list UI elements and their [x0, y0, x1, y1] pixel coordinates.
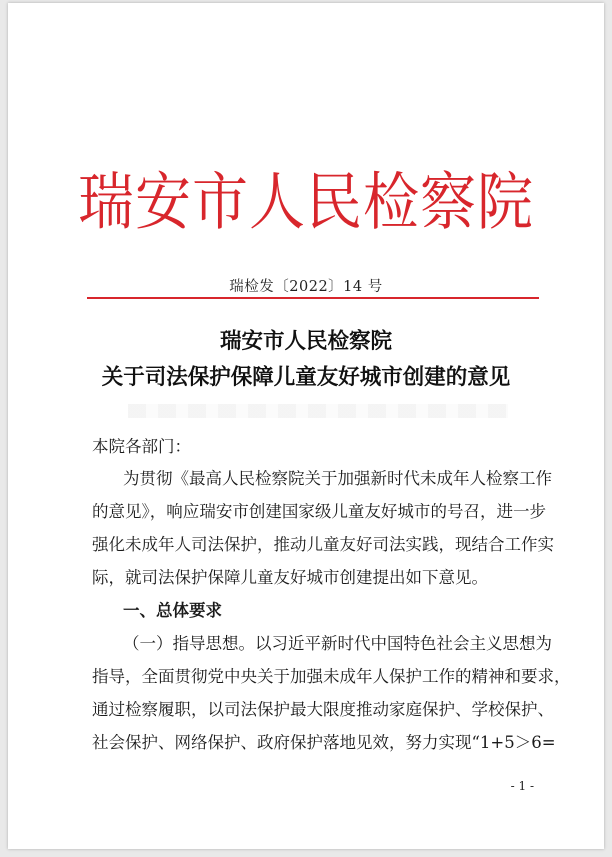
page-number: - 1 -	[510, 779, 534, 793]
document-number: 瑞检发〔2022〕14 号	[229, 279, 383, 295]
body-line: （一）指导思想。以习近平新时代中国特色社会主义思想为	[123, 634, 552, 653]
body-line: 通过检察履职，以司法保护最大限度推动家庭保护、学校保护、	[92, 700, 554, 719]
body-line: 社会保护、网络保护、政府保护落地见效，努力实现“1+5＞6=	[92, 733, 556, 752]
body-line: 为贯彻《最高人民检察院关于加强新时代未成年人检察工作	[123, 469, 552, 488]
body-line: 的意见》，响应瑞安市创建国家级儿童友好城市的号召，进一步	[92, 502, 546, 521]
scan-bleed-through	[128, 404, 508, 418]
body-line: 强化未成年人司法保护，推动儿童友好司法实践，现结合工作实	[92, 535, 554, 554]
red-divider-line	[87, 297, 539, 299]
document-title-line-2: 关于司法保护保障儿童友好城市创建的意见	[101, 365, 511, 390]
document-title-line-1: 瑞安市人民检察院	[219, 329, 392, 354]
salutation: 本院各部门：	[92, 437, 191, 456]
issuing-organization-header: 瑞安市人民检察院	[78, 166, 534, 240]
document-page	[8, 3, 604, 849]
section-heading: 一、总体要求	[123, 601, 222, 620]
body-line: 指导，全面贯彻党中央关于加强未成年人保护工作的精神和要求，	[92, 667, 571, 686]
body-line: 际，就司法保护保障儿童友好城市创建提出如下意见。	[92, 568, 488, 587]
